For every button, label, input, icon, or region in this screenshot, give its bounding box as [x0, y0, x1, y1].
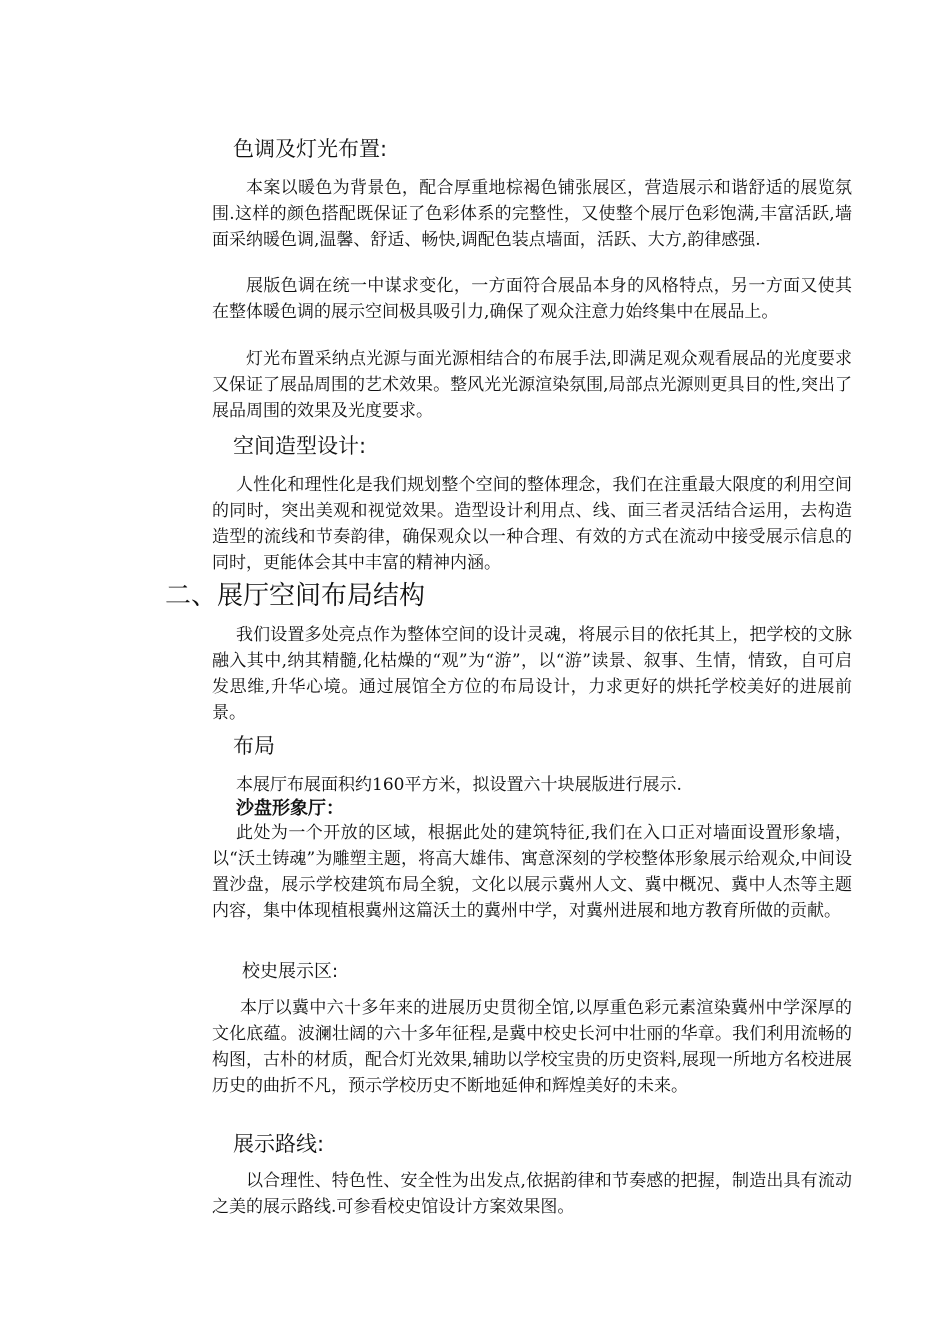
- paragraph-layout-structure: 我们设置多处亮点作为整体空间的设计灵魂，将展示目的依托其上，把学校的文脉融入其中,纳其精髓,化枯燥的“观”为“游”，以“游”读景、叙事、生情，情致，自可启发思维,升华心境。通过展馆全方位的布局设计，力求更好的烘托学校美好的进展前景。: [212, 625, 852, 723]
- paragraph-color-lighting-3: 灯光布置采纳点光源与面光源相结合的布展手法,即满足观众观看展品的光度要求又保证了展品周围的艺术效果。整风光光源渲染氛围,局部点光源则更具目的性,突出了展品周围的效果及光度要求。: [212, 349, 852, 421]
- section-heading-space-design: 空间造型设计:: [233, 434, 367, 458]
- paragraph-layout: 本展厅布展面积约160平方米，拟设置六十块展版进行展示.: [236, 775, 682, 795]
- paragraph-space-design: 人性化和理性化是我们规划整个空间的整体理念，我们在注重最大限度的利用空间的同时，突出美观和视觉效果。造型设计利用点、线、面三者灵活结合运用，去构造造型的流线和节奏韵律，确保观众以一种合理、有效的方式在流动中接受展示信息的同时，更能体会其中丰富的精神内涵。: [212, 475, 852, 573]
- paragraph-color-lighting-2: 展版色调在统一中谋求变化，一方面符合展品本身的风格特点，另一方面又使其在整体暖色调的展示空间极具吸引力,确保了观众注意力始终集中在展品上。: [212, 276, 852, 322]
- paragraph-color-lighting-1: 本案以暖色为背景色，配合厚重地棕褐色铺张展区，营造展示和谐舒适的展览氛围.这样的颜色搭配既保证了色彩体系的完整性，又使整个展厅色彩饱满,丰富活跃,墙面采纳暖色调,温馨、舒适、畅快,调配色装点墙面，活跃、大方,韵律感强.: [212, 178, 852, 250]
- paragraph-route: 以合理性、特色性、安全性为出发点,依据韵律和节奏感的把握，制造出具有流动之美的展示路线.可参看校史馆设计方案效果图。: [212, 1171, 852, 1217]
- section-heading-sand-table: 沙盘形象厅：: [236, 798, 344, 819]
- section-heading-layout: 布局: [233, 734, 275, 758]
- chapter-heading-layout-structure: 二、展厅空间布局结构: [165, 581, 426, 611]
- section-heading-history: 校史展示区:: [242, 961, 339, 982]
- section-heading-color-lighting: 色调及灯光布置:: [233, 137, 388, 161]
- section-heading-route: 展示路线:: [233, 1132, 325, 1156]
- paragraph-sand-table: 此处为一个开放的区域，根据此处的建筑特征,我们在入口正对墙面设置形象墙，以“沃土铸魂”为雕塑主题，将高大雄伟、寓意深刻的学校整体形象展示给观众,中间设置沙盘，展示学校建筑布局全貌，文化以展示冀州人文、冀中概况、冀中人杰等主题内容，集中体现植根冀州这篇沃土的冀州中学，对冀州进展和地方教育所做的贡献。: [212, 823, 852, 921]
- paragraph-history: 本厅以冀中六十多年来的进展历史贯彻全馆,以厚重色彩元素渲染冀州中学深厚的文化底蕴。波澜壮阔的六十多年征程,是冀中校史长河中壮丽的华章。我们利用流畅的构图，古朴的材质，配合灯光效果,辅助以学校宝贵的历史资料,展现一所地方名校进展历史的曲折不凡，预示学校历史不断地延伸和辉煌美好的未来。: [212, 998, 852, 1096]
